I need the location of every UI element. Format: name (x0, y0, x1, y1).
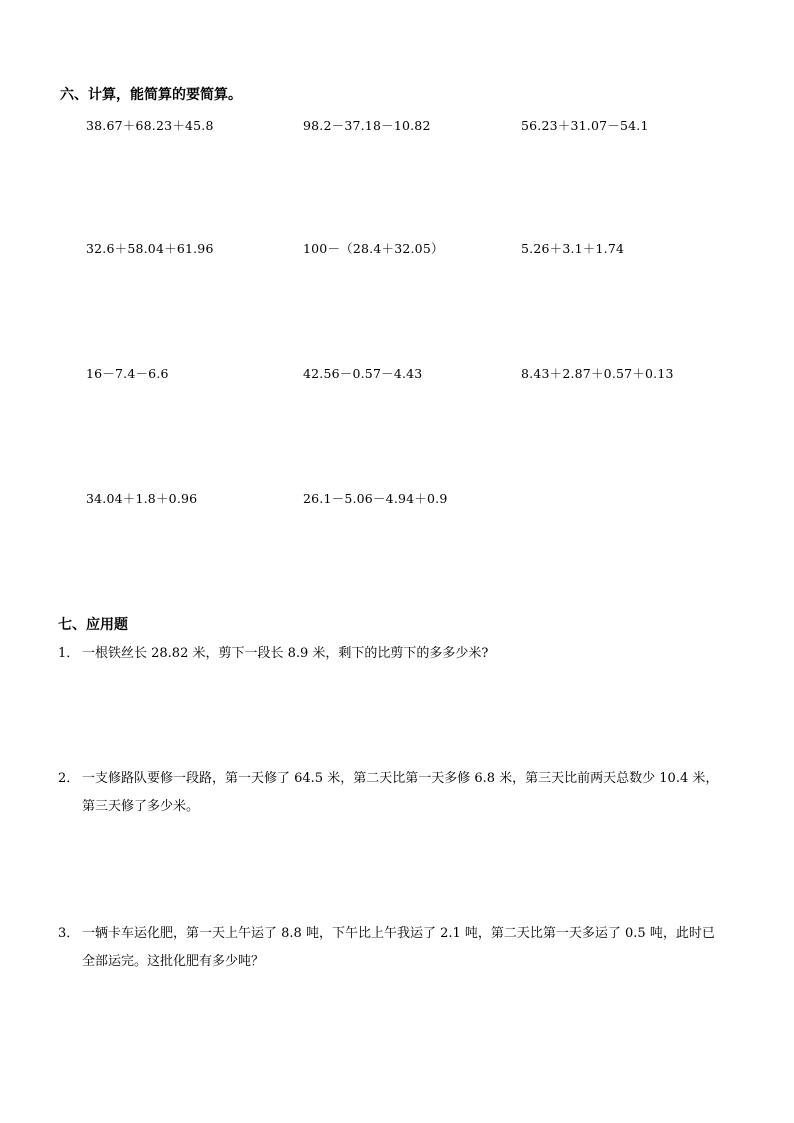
expression-2-2: 100－（28.4＋32.05） (303, 241, 444, 256)
problem-text: 一根铁丝长 28.82 米，剪下一段长 8.9 米，剩下的比剪下的多多少米? (82, 646, 489, 661)
expression-3-2: 42.56－0.57－4.43 (303, 366, 423, 381)
problem-number: 2． (58, 771, 80, 786)
expression-3-3: 8.43＋2.87＋0.57＋0.13 (521, 366, 674, 381)
section-6-heading: 六、计算，能简算的要简算。 (60, 87, 242, 103)
word-problem-3 (58, 920, 748, 976)
problem-2-line-1 (58, 765, 748, 793)
word-problem-1 (58, 640, 748, 668)
expression-2-1: 32.6＋58.04＋61.96 (86, 241, 214, 256)
problem-number: 3． (58, 926, 80, 941)
expression-1-1: 38.67＋68.23＋45.8 (86, 118, 214, 133)
expression-2-3: 5.26＋3.1＋1.74 (521, 241, 625, 256)
problem-1-line (58, 640, 748, 668)
expression-4-1: 34.04＋1.8＋0.96 (86, 491, 198, 506)
expression-1-2: 98.2－37.18－10.82 (303, 118, 431, 133)
problem-text: 一辆卡车运化肥，第一天上午运了 8.8 吨，下午比上午我运了 2.1 吨，第二天比第一天多运了 0.5 吨，此时已 (82, 926, 715, 941)
problem-2-line-2: 第三天修了多少米。 (82, 799, 200, 814)
expression-3-1: 16－7.4－6.6 (86, 366, 169, 381)
expression-4-2: 26.1－5.06－4.94＋0.9 (303, 491, 448, 506)
problem-3-line-1 (58, 920, 748, 948)
section-7-heading: 七、应用题 (58, 617, 128, 633)
problem-text: 一支修路队要修一段路，第一天修了 64.5 米，第二天比第一天多修 6.8 米，第三天比前两天总数少 10.4 米， (82, 771, 719, 786)
expression-1-3: 56.23＋31.07－54.1 (521, 118, 649, 133)
problem-number: 1． (58, 646, 80, 661)
problem-3-line-2: 全部运完。这批化肥有多少吨？ (82, 954, 265, 969)
word-problem-2 (58, 765, 748, 821)
